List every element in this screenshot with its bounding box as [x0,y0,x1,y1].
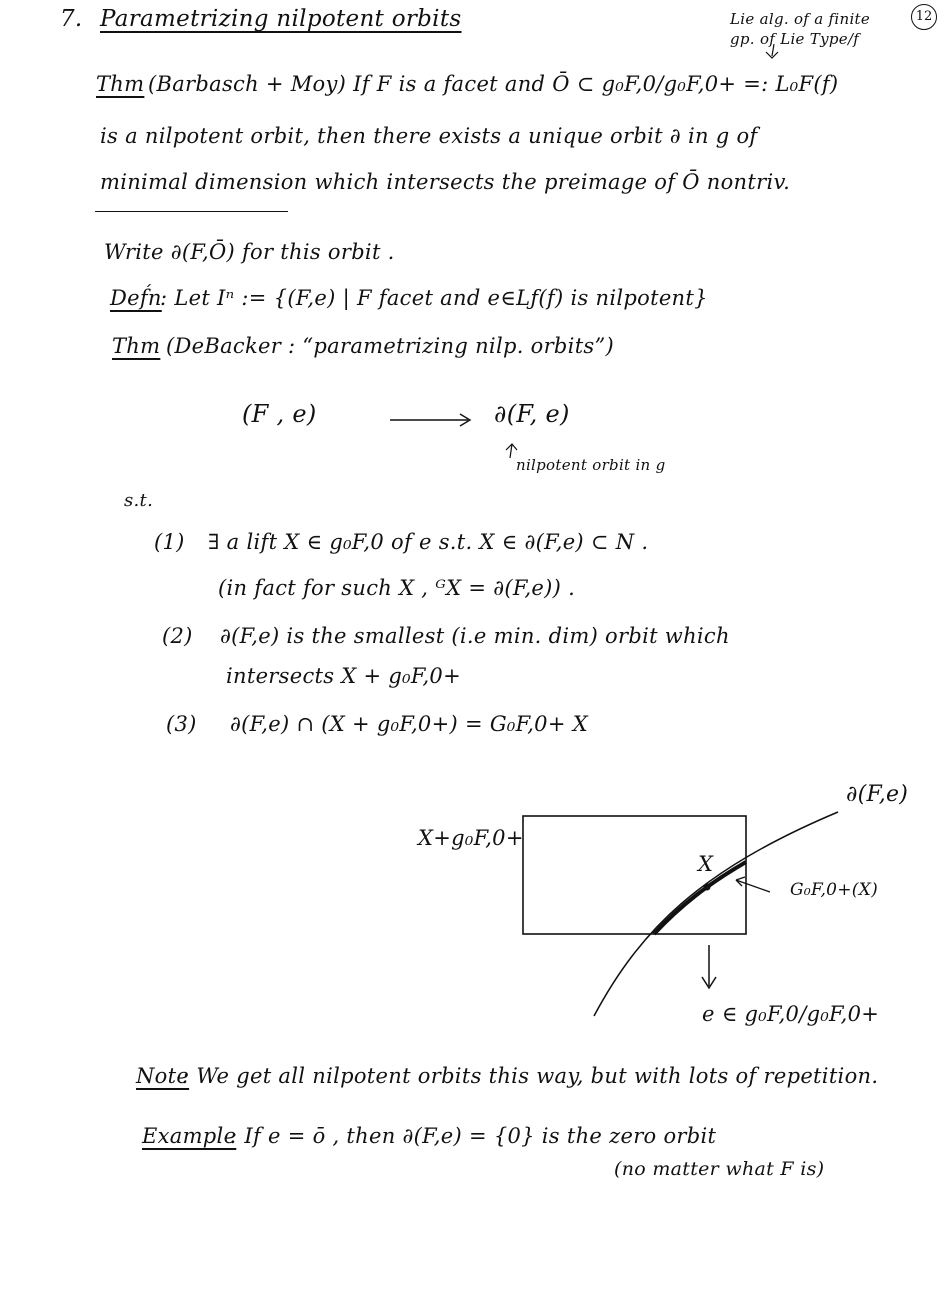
map-note: nilpotent orbit in g [516,456,666,474]
note-text: : We get all nilpotent orbits this way, but with lots of repetition. [182,1064,879,1088]
defn-text: : Let Iⁿ := {(F,e) | F facet and e∈Lƒ(f) is nilpotent} [160,286,708,310]
thm1-line1: (Barbasch + Moy) If F is a facet and Ō ⊂ g₀F,0/g₀F,0+ =: L₀F(f) [148,72,839,96]
section-number: 7. [60,6,83,32]
point-x [704,884,711,891]
section-title: Parametrizing nilpotent orbits [100,6,462,32]
map-source: (F , e) [242,400,317,428]
condition-3-num: (3) [166,712,197,736]
map-target: ∂(F, e) [494,400,570,428]
condition-1-line1: ∃ a lift X ∈ g₀F,0 of e s.t. X ∈ ∂(F,e) ⊂ N . [208,530,649,554]
diagram-box-label: X+g₀F,0+ [418,826,524,850]
condition-2-line1: ∂(F,e) is the smallest (i.e min. dim) orbit which [220,624,730,648]
side-note-line1: Lie alg. of a finite [730,10,871,28]
example-text: : If e = ō , then ∂(F,e) = {0} is the zero orbit [230,1124,717,1148]
thm2-label: Thm [112,334,161,358]
side-note-line2: gp. of Lie Type/f [730,30,860,48]
defn-label: Def́n [110,286,162,310]
condition-2-num: (2) [162,624,193,648]
diagram-orbit-label: ∂(F,e) [846,782,909,807]
example-label: Example [142,1124,237,1148]
thm2-text: (DeBacker : “parametrizing nilp. orbits”) [166,334,615,358]
orbit-curve [594,812,838,1016]
diagram-arrow-label: G₀F,0+(X) [790,880,879,900]
condition-1-line2: (in fact for such X , ᴳX = ∂(F,e)) . [218,576,576,600]
thm1-label: Thm [96,72,145,96]
thm1-line3: minimal dimension which intersects the preimage of Ō nontriv. [100,170,791,194]
diagram-bottom-label: e ∈ g₀F,0/g₀F,0+ [702,1002,880,1026]
side-note-arrow [766,44,778,58]
thm1-line2: is a nilpotent orbit, then there exists a unique orbit ∂ in g of [100,124,758,148]
diagram-point-label: X [698,852,714,876]
map-note-arrow [506,444,517,458]
note-label: Note [136,1064,190,1088]
page-number: 12 [911,4,937,30]
st-label: s.t. [124,490,154,511]
example-line2: (no matter what F is) [614,1158,825,1180]
condition-3-line1: ∂(F,e) ∩ (X + g₀F,0+) = G₀F,0+ X [230,712,588,736]
condition-1-num: (1) [154,530,185,554]
write-line: Write ∂(F,Ō) for this orbit . [104,240,395,264]
condition-2-line2: intersects X + g₀F,0+ [226,664,461,688]
